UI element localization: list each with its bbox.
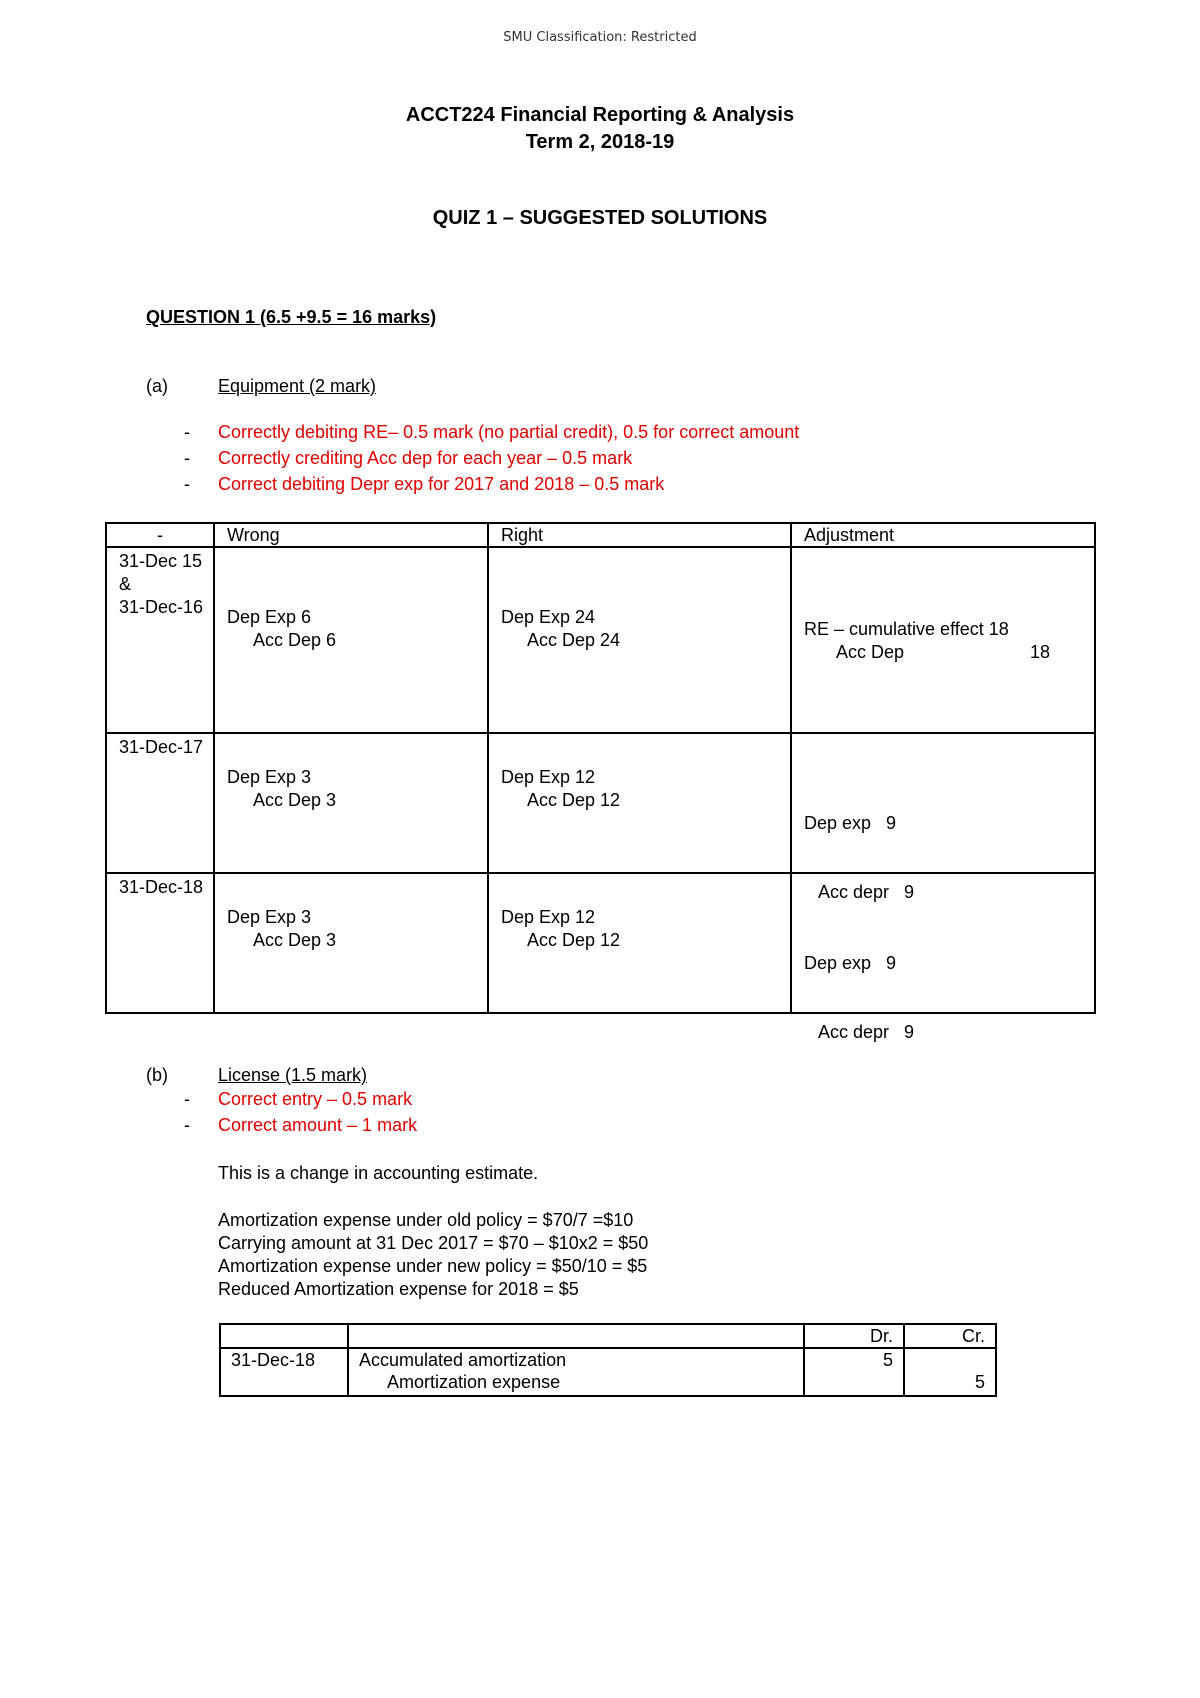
table-row bbox=[220, 1348, 996, 1396]
right-cell: Dep Exp 12 Acc Dep 12 bbox=[488, 873, 791, 1013]
list-item: - Correct debiting Depr exp for 2017 and 2018 – 0.5 mark bbox=[184, 474, 665, 494]
header-cell: Right bbox=[488, 523, 791, 547]
wrong-cell: Dep Exp 6 Acc Dep 6 bbox=[214, 547, 488, 733]
header-cell bbox=[348, 1324, 804, 1348]
classification-label: SMU Classification: Restricted bbox=[503, 30, 697, 45]
calculation-line: Reduced Amortization expense for 2018 = $5 bbox=[218, 1279, 579, 1299]
credit-amount-cell bbox=[904, 1348, 996, 1396]
question-1-heading: QUESTION 1 (6.5 +9.5 = 16 marks) bbox=[146, 307, 437, 327]
list-item: - Correctly crediting Acc dep for each year – 0.5 mark bbox=[184, 448, 633, 468]
debit-amount: 5 bbox=[804, 1348, 904, 1396]
part-b-marking-list bbox=[184, 1089, 784, 1141]
journal-entry-table bbox=[219, 1323, 997, 1397]
change-statement: This is a change in accounting estimate. bbox=[218, 1163, 539, 1183]
table-row bbox=[106, 733, 1095, 873]
table-header-row bbox=[106, 523, 1095, 547]
part-a-marking-list bbox=[184, 422, 944, 500]
credit-amount: 5 bbox=[974, 1372, 985, 1392]
journal-date: 31-Dec-18 bbox=[220, 1348, 348, 1396]
calculation-line: Carrying amount at 31 Dec 2017 = $70 – $10x2 = $50 bbox=[218, 1233, 649, 1253]
list-item: - Correct amount – 1 mark bbox=[184, 1115, 418, 1135]
part-a-heading bbox=[146, 376, 546, 400]
part-b-heading bbox=[146, 1065, 546, 1089]
header-cell: - bbox=[106, 523, 214, 547]
journal-accounts bbox=[348, 1348, 804, 1396]
row-date: 31-Dec 15 & 31-Dec-16 bbox=[106, 547, 214, 733]
row-date: 31-Dec-18 bbox=[106, 873, 214, 1013]
course-title: ACCT224 Financial Reporting & Analysis bbox=[405, 104, 795, 126]
header-cell: Dr. bbox=[804, 1324, 904, 1348]
header-cell: Cr. bbox=[904, 1324, 996, 1348]
part-a-name: Equipment (2 mark) bbox=[218, 376, 377, 396]
quiz-title: QUIZ 1 – SUGGESTED SOLUTIONS bbox=[432, 207, 768, 229]
adjustment-cell: Dep exp 9 Acc depr 9 bbox=[791, 733, 1095, 873]
term-title: Term 2, 2018-19 bbox=[525, 131, 675, 153]
list-item: - Correctly debiting RE– 0.5 mark (no partial credit), 0.5 for correct amount bbox=[184, 422, 800, 442]
part-b-name: License (1.5 mark) bbox=[218, 1065, 368, 1085]
header-cell bbox=[220, 1324, 348, 1348]
table-header-row bbox=[220, 1324, 996, 1348]
credit-account: Amortization expense bbox=[387, 1372, 561, 1392]
wrong-cell: Dep Exp 3 Acc Dep 3 bbox=[214, 873, 488, 1013]
right-cell: Dep Exp 24 Acc Dep 24 bbox=[488, 547, 791, 733]
table-row bbox=[106, 873, 1095, 1013]
table-row bbox=[106, 547, 1095, 733]
wrong-cell: Dep Exp 3 Acc Dep 3 bbox=[214, 733, 488, 873]
part-a-label: (a) bbox=[146, 376, 168, 396]
calculation-block bbox=[218, 1209, 648, 1301]
adjustment-cell: Dep exp 9 Acc depr 9 bbox=[791, 873, 1095, 1013]
row-date: 31-Dec-17 bbox=[106, 733, 214, 873]
header-cell: Adjustment bbox=[791, 523, 1095, 547]
header-cell: Wrong bbox=[214, 523, 488, 547]
adjustment-cell: RE – cumulative effect 18 Acc Dep 18 bbox=[791, 547, 1095, 733]
list-item: - Correct entry – 0.5 mark bbox=[184, 1089, 413, 1109]
calculation-line: Amortization expense under new policy = $50/10 = $5 bbox=[218, 1256, 648, 1276]
right-cell: Dep Exp 12 Acc Dep 12 bbox=[488, 733, 791, 873]
equipment-table bbox=[105, 522, 1096, 1042]
part-b-label: (b) bbox=[146, 1065, 168, 1085]
calculation-line: Amortization expense under old policy = $70/7 =$10 bbox=[218, 1210, 634, 1230]
debit-account: Accumulated amortization bbox=[359, 1350, 567, 1370]
